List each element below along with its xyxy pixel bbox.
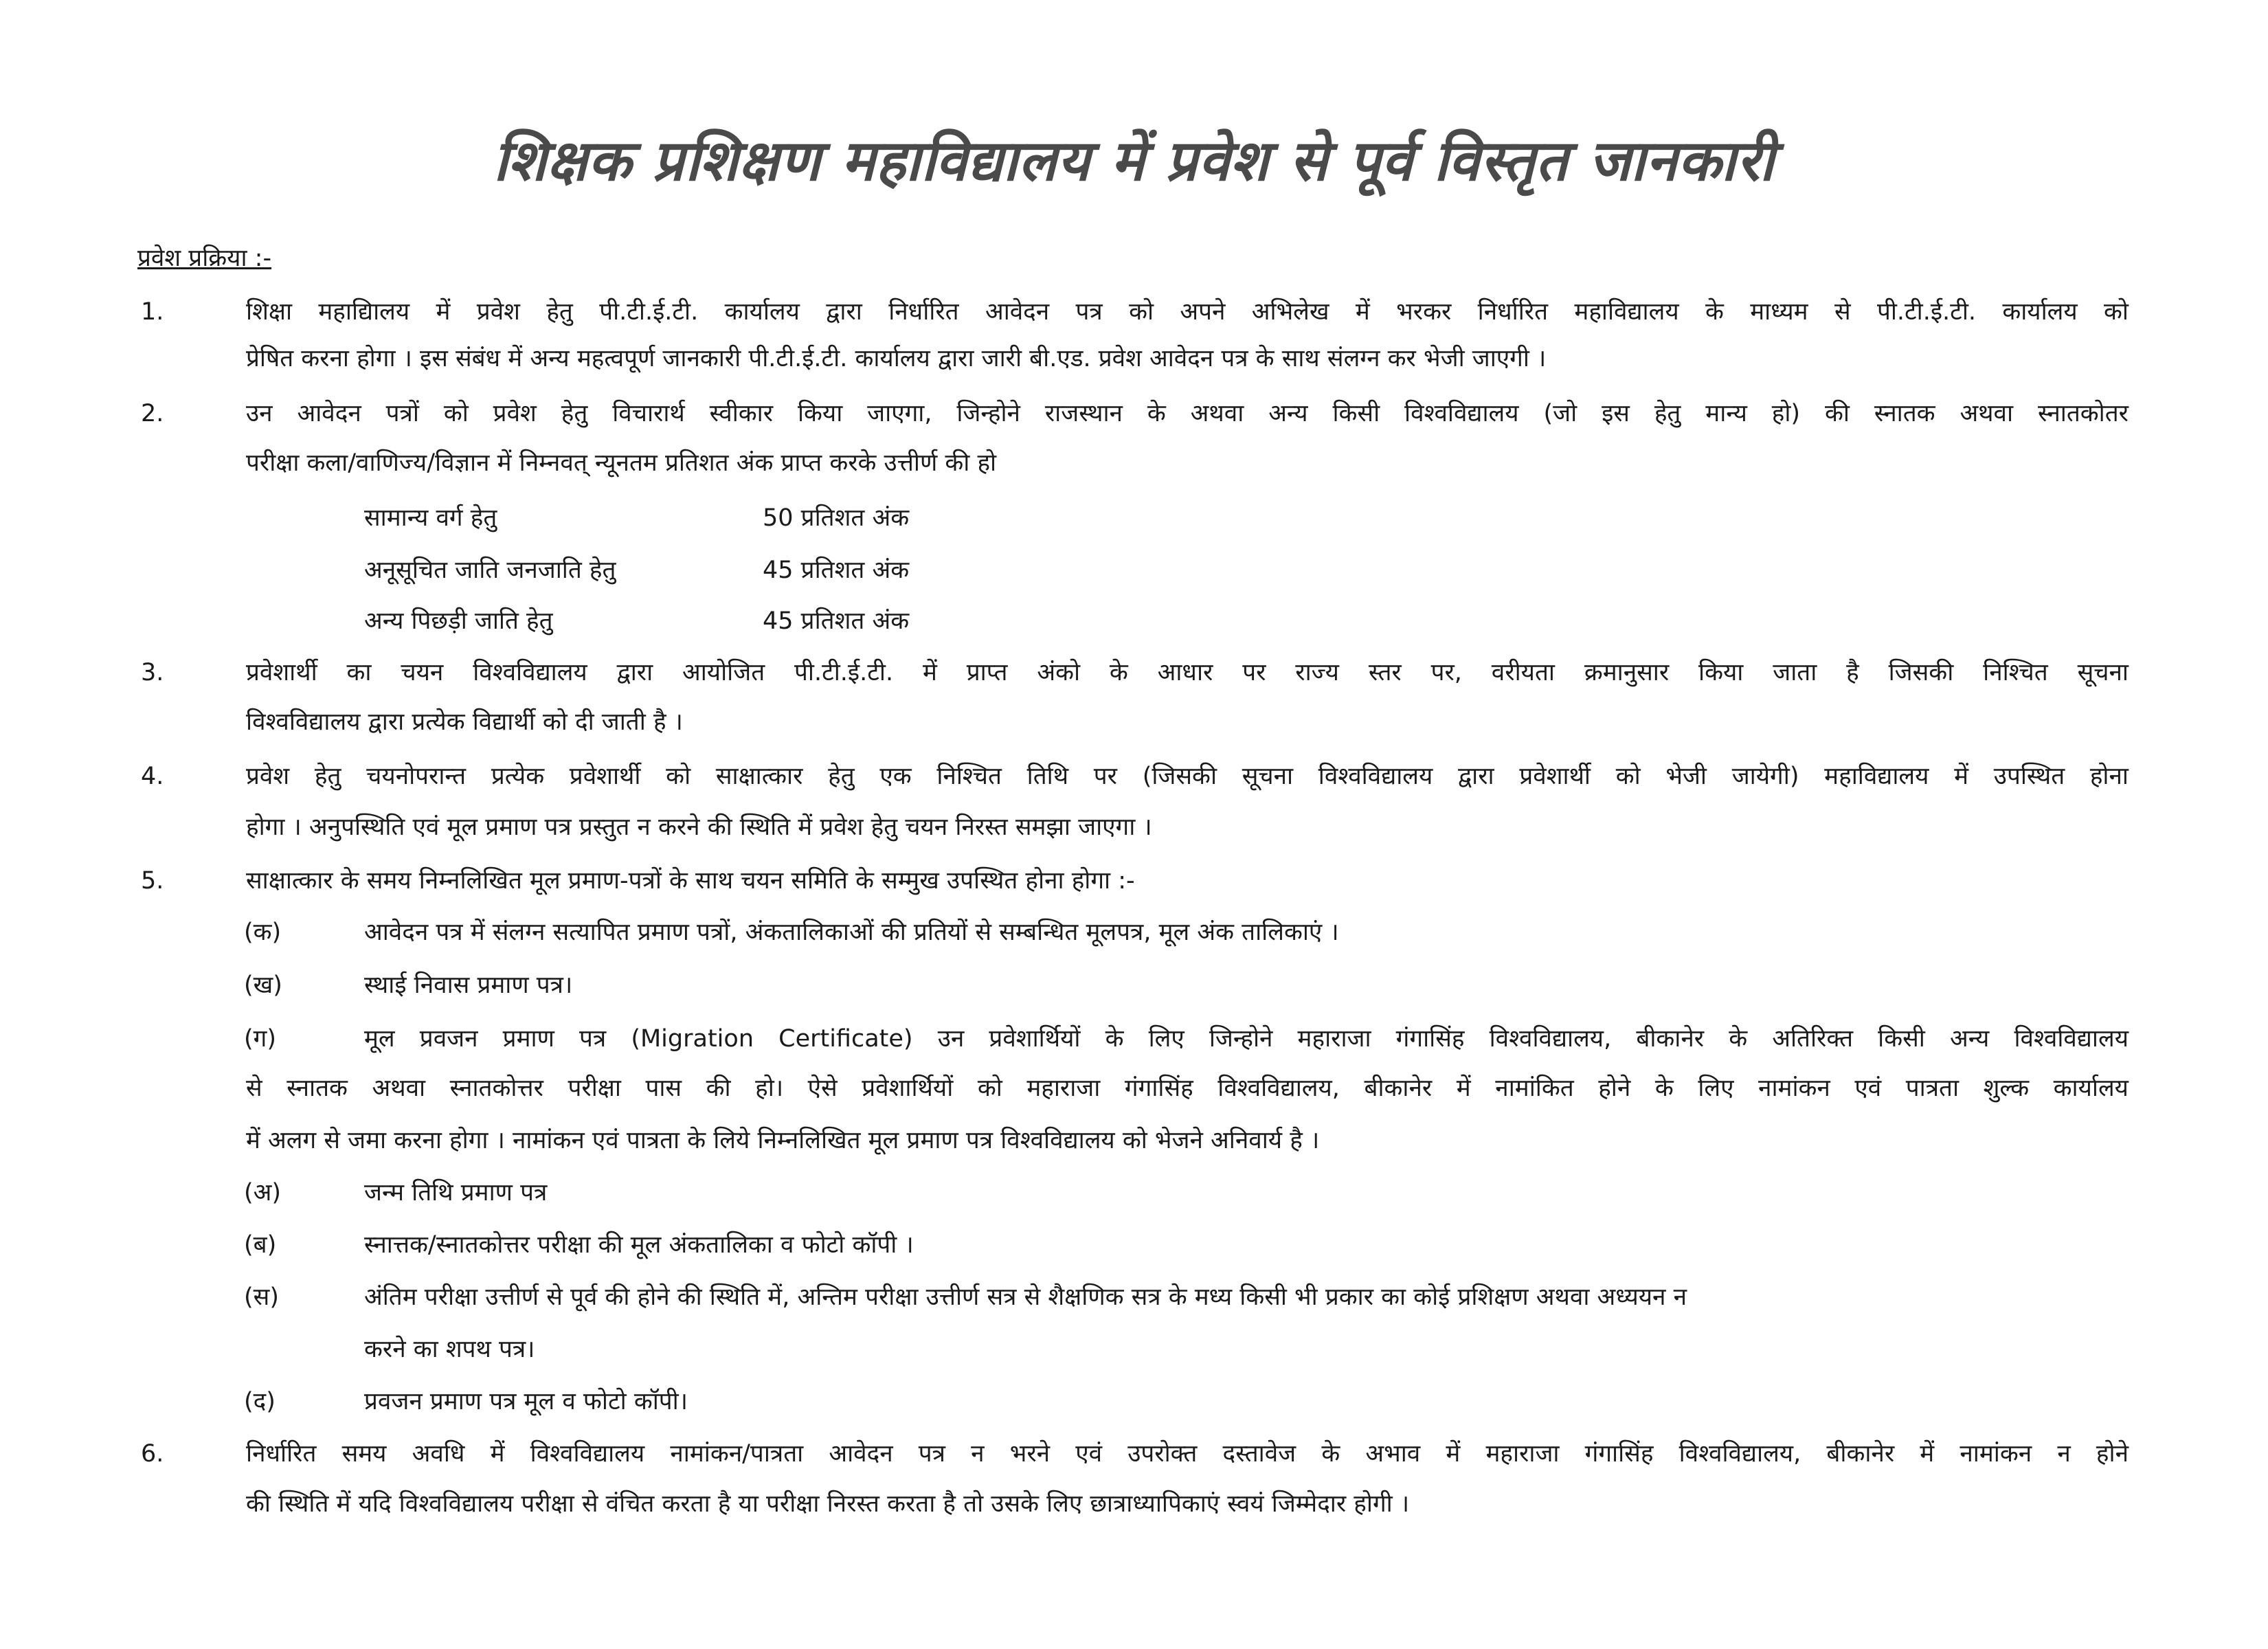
item-text-line: साक्षात्कार के समय निम्नलिखित मूल प्रमाण-पत्रों के साथ चयन समिति के सम्मुख उपस्थित होना होगा :- <box>246 867 1135 895</box>
subitem-label: (अ) <box>244 1179 282 1207</box>
subitem-label: (स) <box>244 1283 279 1311</box>
item-text-line: निर्धारित समय अवधि में विश्वविद्यालय नामांकन/पात्रता आवेदन पत्र न भरने एवं उपरोक्त दस्तावेज के अभाव में महाराजा गंगासिंह विश्वविद्यालय, बीकानेर में नामांकन न होने <box>246 1440 2129 1468</box>
item-number: 3. <box>141 659 164 686</box>
subitem-text: मूल प्रवजन प्रमाण पत्र (Migration Certificate) उन प्रवेशार्थियों के लिए जिन्होने महाराजा गंगासिंह विश्वविद्यालय, बीकानेर के अतिरिक्त किसी अन्य विश्वविद्यालय <box>364 1025 2129 1053</box>
item-text-line: प्रवेश हेतु चयनोपरान्त प्रत्येक प्रवेशार्थी को साक्षात्कार हेतु एक निश्चित तिथि पर (जिसकी सूचना विश्वविद्यालय द्वारा प्रवेशार्थी को भेजी जायेगी) महाविद्यालय में उपस्थित होना <box>246 763 2129 790</box>
item-text-line: उन आवेदन पत्रों को प्रवेश हेतु विचारार्थ स्वीकार किया जाएगा, जिन्होने राजस्थान के अथवा अन्य किसी विश्वविद्यालय (जो इस हेतु मान्य हो) की स्नातक अथवा स्नातकोतर <box>246 400 2129 427</box>
subitem-label: (ग) <box>244 1025 277 1053</box>
item-text-line: विश्वविद्यालय द्वारा प्रत्येक विद्यार्थी को दी जाती है । <box>246 708 683 736</box>
subitem-text: अंतिम परीक्षा उत्तीर्ण से पूर्व की होने की स्थिति में, अन्तिम परीक्षा उत्तीर्ण सत्र से शैक्षणिक सत्र के मध्य किसी भी प्रकार का कोई प्रशिक्षण अथवा अध्ययन न <box>364 1283 1687 1311</box>
item-number: 2. <box>141 400 164 427</box>
item-number: 1. <box>141 298 164 326</box>
subitem-text: जन्म तिथि प्रमाण पत्र <box>364 1179 548 1207</box>
subitem-text: स्नात्तक/स्नातकोत्तर परीक्षा की मूल अंकतालिका व फोटो कॉपी । <box>364 1231 914 1259</box>
item-text-line: शिक्षा महाद्यिालय में प्रवेश हेतु पी.टी.ई.टी. कार्यालय द्वारा निर्धारित आवेदन पत्र को अपने अभिलेख में भरकर निर्धारित महाविद्यालय के माध्यम से पी.टी.ई.टी. कार्यालय को <box>246 298 2129 326</box>
subitem-label: (ब) <box>244 1231 277 1259</box>
subitem-label: (क) <box>244 919 282 946</box>
item-text-line: प्रवेशार्थी का चयन विश्वविद्यालय द्वारा आयोजित पी.टी.ई.टी. में प्राप्त अंको के आधार पर राज्य स्तर पर, वरीयता क्रमानुसार किया जाता है जिसकी निश्चित सूचना <box>246 659 2129 686</box>
page-title: शिक्षक प्रशिक्षण महाविद्यालय में प्रवेश से पूर्व विस्तृत जानकारी <box>493 128 1775 194</box>
item-number: 4. <box>141 763 164 790</box>
item-number: 6. <box>141 1440 164 1468</box>
subitem-continuation: से स्नातक अथवा स्नातकोत्तर परीक्षा पास की हो। ऐसे प्रवेशार्थियों को महाराजा गंगासिंह विश्वविद्यालय, बीकानेर में नामांकित होने के लिए नामांकन एवं पात्रता शुल्क कार्यालय <box>246 1075 2129 1102</box>
criteria-marks: 50 प्रतिशत अंक <box>763 504 910 532</box>
criteria-category: अनूसूचित जाति जनजाति हेतु <box>364 557 616 584</box>
subitem-text: प्रवजन प्रमाण पत्र मूल व फोटो कॉपी। <box>364 1388 688 1415</box>
section-heading: प्रवेश प्रक्रिया :- <box>137 245 272 272</box>
criteria-marks: 45 प्रतिशत अंक <box>763 607 910 635</box>
item-text-line: की स्थिति में यदि विश्वविद्यालय परीक्षा से वंचित करता है या परीक्षा निरस्त करता है तो उसके लिए छात्राध्यापिकाएं स्वयं जिम्मेदार होगी । <box>246 1490 1410 1518</box>
item-text-line: प्रेषित करना होगा । इस संबंध में अन्य महत्वपूर्ण जानकारी पी.टी.ई.टी. कार्यालय द्वारा जारी बी.एड. प्रवेश आवेदन पत्र के साथ संलग्न कर भेजी जाएगी । <box>246 345 1547 372</box>
subitem-text: आवेदन पत्र में संलग्न सत्यापित प्रमाण पत्रों, अंकतालिकाओं की प्रतियों से सम्बन्धित मूलपत्र, मूल अंक तालिकाएं । <box>364 919 1339 946</box>
criteria-category: सामान्य वर्ग हेतु <box>364 504 497 532</box>
subitem-text: स्थाई निवास प्रमाण पत्र। <box>364 972 573 999</box>
criteria-marks: 45 प्रतिशत अंक <box>763 557 910 584</box>
item-text-line: होगा । अनुपस्थिति एवं मूल प्रमाण पत्र प्रस्तुत न करने की स्थिति में प्रवेश हेतु चयन निरस्त समझा जाएगा । <box>246 814 1152 841</box>
item-number: 5. <box>141 867 164 895</box>
subitem-label: (ख) <box>244 972 282 999</box>
subitem-continuation: करने का शपथ पत्र। <box>364 1336 535 1363</box>
item-text-line: परीक्षा कला/वाणिज्य/विज्ञान में निम्नवत् न्यूनतम प्रतिशत अंक प्राप्त करके उत्तीर्ण की हो <box>246 449 997 477</box>
subitem-continuation: में अलग से जमा करना होगा । नामांकन एवं पात्रता के लिये निम्नलिखित मूल प्रमाण पत्र विश्वविद्यालय को भेजने अनिवार्य है । <box>246 1127 1320 1154</box>
subitem-label: (द) <box>244 1388 276 1415</box>
criteria-category: अन्य पिछड़ी जाति हेतु <box>364 607 553 635</box>
